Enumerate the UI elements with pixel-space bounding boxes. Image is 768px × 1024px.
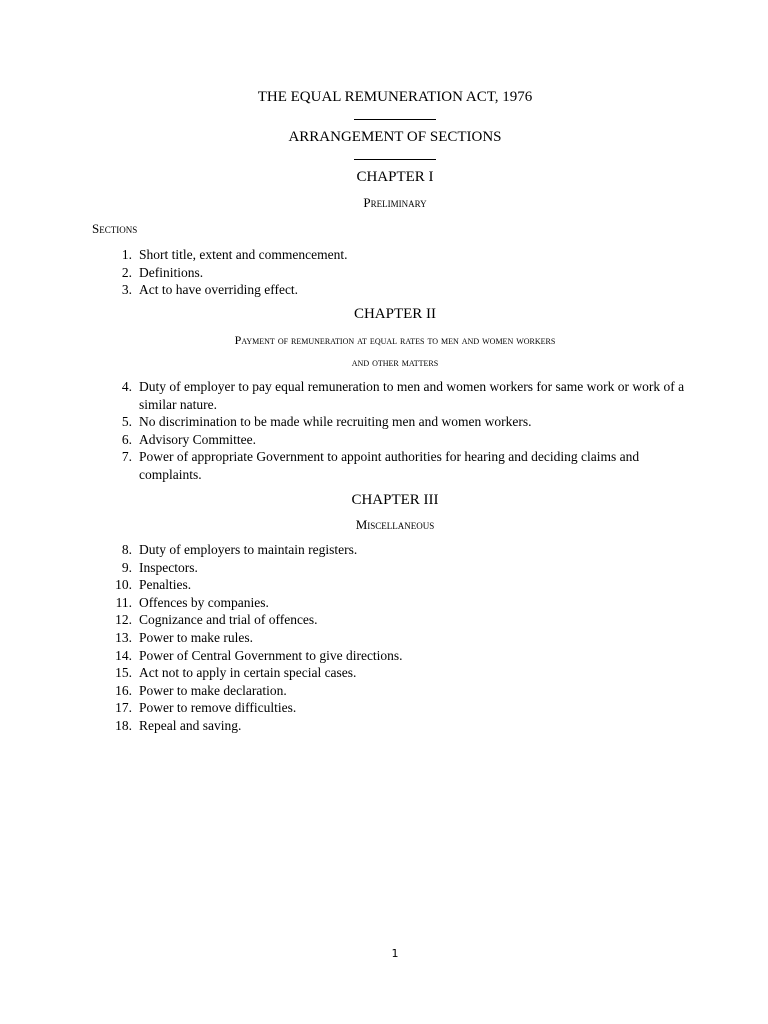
- chapter-2-subheading-line-2: and other matters: [351, 355, 439, 369]
- section-number: 5.: [121, 414, 132, 430]
- section-title: Duty of employer to pay equal remuneration to men and women workers for same work or work of a similar nature.: [139, 379, 685, 412]
- section-number: 15.: [115, 665, 132, 681]
- chapter-1-heading: CHAPTER I: [356, 169, 434, 185]
- section-title: Power of Central Government to give directions.: [139, 647, 403, 663]
- list-item: [0, 264, 768, 282]
- section-title: Act to have overriding effect.: [139, 282, 299, 298]
- section-title: Duty of employers to maintain registers.: [139, 542, 358, 557]
- section-title: Power to make rules.: [139, 629, 253, 645]
- page-number: 1: [391, 947, 399, 960]
- section-number: 2.: [121, 264, 132, 280]
- title-divider: [354, 119, 436, 120]
- section-number: 17.: [115, 700, 132, 716]
- list-item: [0, 682, 768, 700]
- section-number: 11.: [115, 594, 132, 610]
- list-item: [0, 717, 768, 735]
- subtitle-divider: [354, 159, 436, 160]
- section-title: Cognizance and trial of offences.: [139, 612, 318, 628]
- list-item: [0, 378, 768, 413]
- section-number: 4.: [121, 379, 132, 394]
- sections-label: Sections: [92, 221, 138, 236]
- section-title: Definitions.: [139, 264, 204, 280]
- section-title: Advisory Committee.: [139, 431, 256, 447]
- list-item: [0, 541, 768, 559]
- list-item: [0, 576, 768, 594]
- section-number: 16.: [115, 682, 132, 698]
- list-item: [0, 246, 768, 264]
- list-item: [0, 413, 768, 431]
- section-title: Power to make declaration.: [139, 682, 287, 698]
- list-item: [0, 594, 768, 612]
- section-number: 6.: [121, 431, 132, 447]
- section-title: Short title, extent and commencement.: [139, 247, 348, 262]
- section-number: 7.: [121, 449, 132, 465]
- section-number: 18.: [115, 717, 132, 733]
- section-number: 3.: [121, 282, 132, 298]
- chapter-2-section-list: [0, 378, 768, 484]
- list-item: [0, 647, 768, 665]
- section-title: Power to remove difficulties.: [139, 700, 297, 716]
- list-item: [0, 448, 768, 483]
- list-item: [0, 699, 768, 717]
- list-item: [0, 664, 768, 682]
- section-number: 9.: [121, 559, 132, 575]
- list-item: [0, 611, 768, 629]
- chapter-1-subheading: Preliminary: [363, 195, 427, 210]
- chapter-1-section-list: [0, 246, 768, 299]
- chapter-3-heading: CHAPTER III: [351, 492, 439, 508]
- section-number: 12.: [115, 612, 132, 628]
- section-title: Penalties.: [139, 577, 192, 593]
- chapter-3-subheading: Miscellaneous: [355, 517, 435, 532]
- section-title: Repeal and saving.: [139, 717, 242, 733]
- section-title: No discrimination to be made while recruiting men and women workers.: [139, 414, 532, 430]
- section-title: Inspectors.: [139, 559, 198, 575]
- section-title: Power of appropriate Government to appoint authorities for hearing and deciding claims and complaints.: [139, 449, 640, 482]
- list-item: [0, 629, 768, 647]
- document-subtitle: ARRANGEMENT OF SECTIONS: [288, 129, 502, 145]
- list-item: [0, 281, 768, 299]
- chapter-2-heading: CHAPTER II: [353, 306, 437, 322]
- list-item: [0, 559, 768, 577]
- list-item: [0, 431, 768, 449]
- section-number: 1.: [121, 247, 132, 262]
- chapter-2-subheading-line-1: Payment of remuneration at equal rates to men and women workers: [234, 333, 556, 347]
- chapter-3-section-list: [0, 541, 768, 735]
- section-number: 10.: [115, 577, 132, 593]
- section-number: 14.: [115, 647, 132, 663]
- section-number: 13.: [115, 629, 132, 645]
- section-title: Act not to apply in certain special cases.: [139, 665, 357, 681]
- document-title: THE EQUAL REMUNERATION ACT, 1976: [257, 89, 533, 105]
- section-title: Offences by companies.: [139, 594, 269, 610]
- section-number: 8.: [121, 542, 132, 557]
